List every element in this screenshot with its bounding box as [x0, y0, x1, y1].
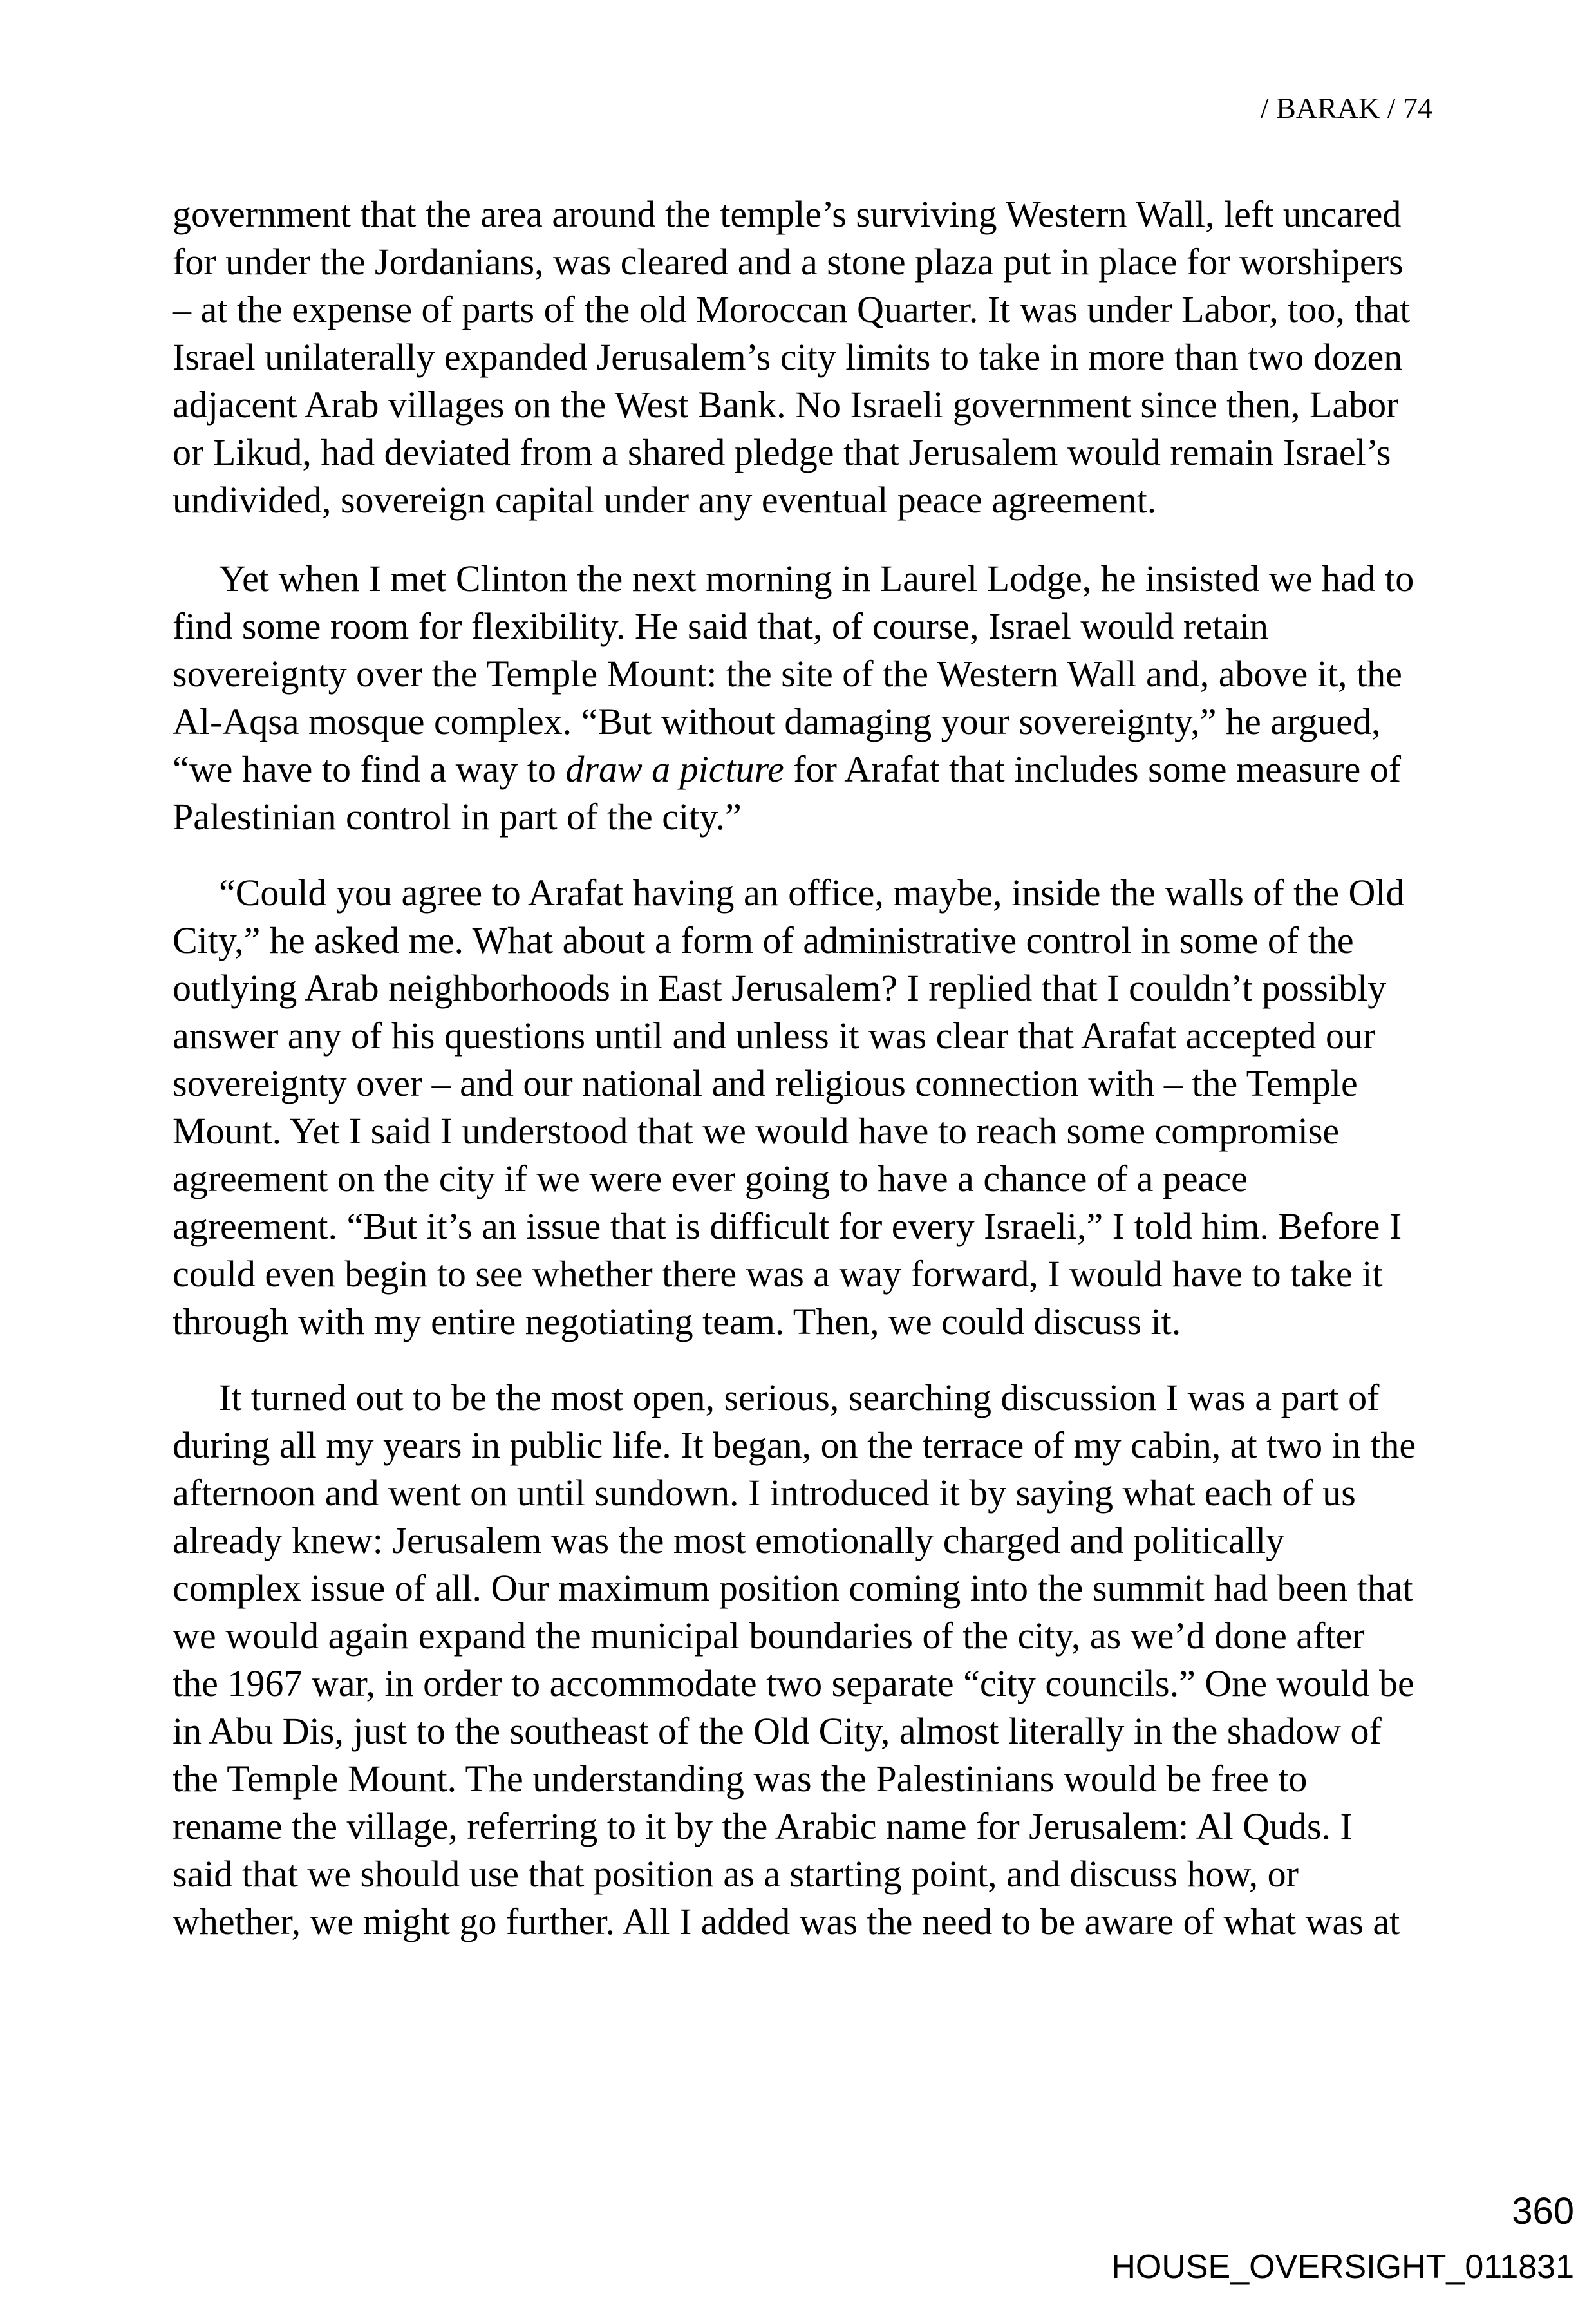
text-line: during all my years in public life. It began, on the terrace of my cabin, at two in the: [173, 1424, 1416, 1466]
running-head: / BARAK / 74: [1260, 91, 1432, 124]
text-line: [173, 746, 1401, 793]
page-number: 360: [1512, 2190, 1574, 2232]
text-line: through with my entire negotiating team. Then, we could discuss it.: [173, 1301, 1181, 1342]
text-line: whether, we might go further. All I added was the need to be aware of what was at: [173, 1901, 1400, 1942]
text-line: Mount. Yet I said I understood that we would have to reach some compromise: [173, 1110, 1340, 1152]
text-line: could even begin to see whether there was a way forward, I would have to take it: [173, 1253, 1383, 1295]
text-line: “Could you agree to Arafat having an office, maybe, inside the walls of the Old: [219, 872, 1405, 914]
text-line: undivided, sovereign capital under any eventual peace agreement.: [173, 479, 1157, 521]
bates-number: HOUSE_OVERSIGHT_011831: [1111, 2248, 1574, 2286]
text-line: outlying Arab neighborhoods in East Jerusalem? I replied that I couldn’t possibly: [173, 967, 1387, 1009]
text-line: agreement. “But it’s an issue that is difficult for every Israeli,” I told him. Before I: [173, 1205, 1402, 1247]
text-line: government that the area around the temple’s surviving Western Wall, left uncared: [173, 193, 1402, 235]
text-line: It turned out to be the most open, serious, searching discussion I was a part of: [219, 1377, 1380, 1418]
text-line: afternoon and went on until sundown. I introduced it by saying what each of us: [173, 1472, 1356, 1514]
text-line: – at the expense of parts of the old Moroccan Quarter. It was under Labor, too, that: [173, 288, 1411, 330]
text-line: the Temple Mount. The understanding was the Palestinians would be free to: [173, 1758, 1308, 1800]
text-line: Palestinian control in part of the city.”: [173, 796, 742, 838]
text-line: for under the Jordanians, was cleared and a stone plaza put in place for worshipers: [173, 241, 1404, 283]
text-line: already knew: Jerusalem was the most emotionally charged and politically: [173, 1519, 1285, 1561]
text-run: for Arafat that includes some measure of: [784, 748, 1402, 790]
text-line: we would again expand the municipal boundaries of the city, as we’d done after: [173, 1615, 1365, 1657]
italic-emphasis: draw a picture: [565, 748, 784, 790]
text-line: Yet when I met Clinton the next morning in Laurel Lodge, he insisted we had to: [219, 558, 1414, 599]
text-line: the 1967 war, in order to accommodate two separate “city councils.” One would be: [173, 1662, 1414, 1704]
text-line: Israel unilaterally expanded Jerusalem’s city limits to take in more than two dozen: [173, 336, 1403, 378]
text-line: agreement on the city if we were ever going to have a chance of a peace: [173, 1158, 1248, 1199]
text-line: sovereignty over the Temple Mount: the site of the Western Wall and, above it, the: [173, 653, 1402, 695]
text-line: sovereignty over – and our national and religious connection with – the Temple: [173, 1062, 1358, 1104]
text-line: answer any of his questions until and unless it was clear that Arafat accepted our: [173, 1015, 1376, 1057]
text-line: said that we should use that position as a starting point, and discuss how, or: [173, 1853, 1299, 1895]
text-line: adjacent Arab villages on the West Bank. No Israeli government since then, Labor: [173, 384, 1399, 426]
text-run: “we have to find a way to: [173, 748, 566, 790]
text-line: or Likud, had deviated from a shared pledge that Jerusalem would remain Israel’s: [173, 431, 1391, 473]
text-line: find some room for flexibility. He said that, of course, Israel would retain: [173, 605, 1268, 647]
text-line: rename the village, referring to it by the Arabic name for Jerusalem: Al Quds. I: [173, 1805, 1353, 1847]
text-line: in Abu Dis, just to the southeast of the Old City, almost literally in the shadow of: [173, 1710, 1382, 1752]
text-line: City,” he asked me. What about a form of administrative control in some of the: [173, 919, 1354, 961]
text-line: complex issue of all. Our maximum position coming into the summit had been that: [173, 1567, 1413, 1609]
text-line: Al-Aqsa mosque complex. “But without damaging your sovereignty,” he argued,: [173, 700, 1381, 742]
